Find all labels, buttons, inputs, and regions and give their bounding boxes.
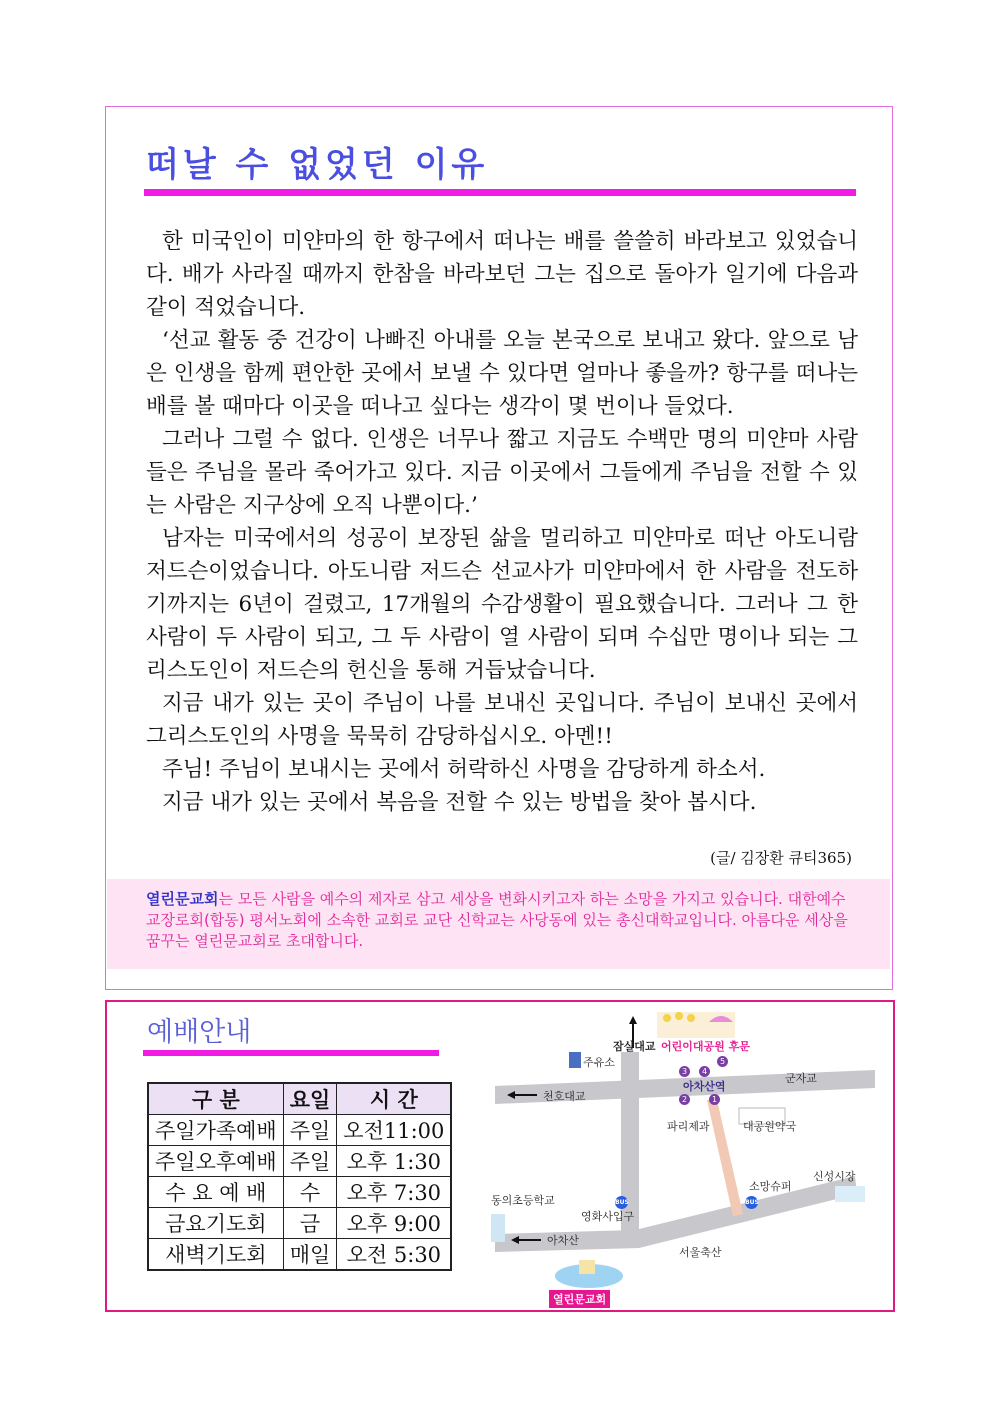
exit-badge: 4 xyxy=(699,1066,710,1077)
article-paragraph: 한 미국인이 미얀마의 한 항구에서 떠나는 배를 쓸쓸히 바라보고 있었습니다. 배가 사라질 때까지 한참을 바라보던 그는 집으로 돌아가 일기에 다음과 같이 적었습니다. xyxy=(146,229,858,320)
gas-station-icon xyxy=(569,1052,581,1068)
worship-heading-underline xyxy=(143,1050,439,1056)
article-paragraph: 지금 내가 있는 곳이 주님이 나를 보내신 곳입니다. 주님이 보내신 곳에서 그리스도인의 사명을 묵묵히 감당하십시오. 아멘!! xyxy=(146,691,858,749)
route-to-church xyxy=(707,1100,743,1216)
table-row xyxy=(148,1208,451,1239)
label-gas-station: 주유소 xyxy=(583,1056,615,1069)
label-jamsil: 잠실대교 xyxy=(613,1040,656,1053)
bus-stop-icon: BUS xyxy=(745,1196,758,1209)
exit-badge: 3 xyxy=(679,1066,690,1077)
table-row xyxy=(148,1239,451,1271)
article-paragraph: ‘선교 활동 중 건강이 나빠진 아내를 오늘 본국으로 보내고 왔다. 앞으로 남은 인생을 함께 편안한 곳에서 보낼 수 있다면 얼마나 좋을까? 항구를 떠나는 배를 볼 때마다 이곳을 떠나고 싶다는 생각이 몇 번이나 들었다. xyxy=(146,328,858,419)
worship-heading: 예배안내 xyxy=(147,1017,252,1048)
column-header: 시 간 xyxy=(337,1083,452,1115)
label-gunja: 군자교 xyxy=(785,1072,817,1085)
service-name: 수 요 예 배 xyxy=(148,1177,283,1208)
church-note-body: 는 모든 사람을 예수의 제자로 삼고 세상을 변화시키고자 하는 소망을 가지고 있습니다. 대한예수교장로회(합동) 평서노회에 소속한 교회로 교단 신학교는 사당동에 있는 총신대학교입니다. 아름다운 세상을 꿈꾸는 열린문교회로 초대합니다. xyxy=(146,890,848,950)
table-header-row xyxy=(148,1083,451,1115)
arrow-north-head xyxy=(629,1016,637,1024)
service-day: 매일 xyxy=(283,1239,337,1271)
bus-stop-icon: BUS xyxy=(615,1196,628,1209)
service-time: 오전11:00 xyxy=(337,1115,452,1146)
church-note-text xyxy=(146,889,856,952)
church-note xyxy=(107,879,890,969)
service-day: 주일 xyxy=(283,1146,337,1177)
label-somang-super: 소망슈퍼 xyxy=(749,1180,792,1193)
label-pharmacy: 대공원약국 xyxy=(743,1120,797,1133)
label-sinseong-market: 신성시장 xyxy=(813,1170,856,1183)
service-day: 금 xyxy=(283,1208,337,1239)
exit-badge: 1 xyxy=(709,1094,720,1105)
article-credit: (글/ 김장환 큐티365) xyxy=(710,849,852,867)
location-map xyxy=(485,1008,885,1308)
article-title: 떠날 수 없었던 이유 xyxy=(146,145,489,185)
exit-badge: 2 xyxy=(679,1094,690,1105)
article-paragraph: 주님! 주님이 보내시는 곳에서 허락하신 사명을 감당하게 하소서. xyxy=(162,757,766,782)
service-name: 금요기도회 xyxy=(148,1208,283,1239)
service-day: 수 xyxy=(283,1177,337,1208)
article-paragraph: 남자는 미국에서의 성공이 보장된 삶을 멀리하고 미얀마로 떠난 아도니람 저드슨이었습니다. 아도니람 저드슨 선교사가 미얀마에서 한 사람을 전도하기까지는 6년이 걸렸고, 17개월의 수감생활이 필요했습니다. 그러나 그 한 사람이 두 사람이 되고, 그 두 사람이 열 사람이 되며 수십만 명이나 되는 그리스도인이 저드슨의 헌신을 통해 거듭났습니다. xyxy=(146,526,858,683)
table-row xyxy=(148,1146,451,1177)
article-paragraph: 지금 내가 있는 곳에서 복음을 전할 수 있는 방법을 찾아 봅시다. xyxy=(162,790,757,815)
article-paragraph: 그러나 그럴 수 없다. 인생은 너무나 짧고 지금도 수백만 명의 미얀마 사람들은 주님을 몰라 죽어가고 있다. 지금 이곳에서 그들에게 주님을 전할 수 있는 사람은 지구상에 오직 나뿐이다.’ xyxy=(146,427,858,518)
column-header: 구 분 xyxy=(148,1083,283,1115)
article-body xyxy=(146,225,858,819)
service-name: 주일가족예배 xyxy=(148,1115,283,1146)
label-seoul-meat: 서울축산 xyxy=(679,1246,722,1259)
article-box xyxy=(105,106,893,990)
label-dongui-school: 동의초등학교 xyxy=(491,1194,555,1207)
service-name: 새벽기도회 xyxy=(148,1239,283,1271)
table-row xyxy=(148,1115,451,1146)
service-name: 주일오후예배 xyxy=(148,1146,283,1177)
label-yeonghwa: 영화사입구 xyxy=(581,1210,635,1223)
column-header: 요일 xyxy=(283,1083,337,1115)
title-underline xyxy=(144,189,856,196)
service-time: 오후 1:30 xyxy=(337,1146,452,1177)
service-day: 주일 xyxy=(283,1115,337,1146)
worship-box xyxy=(105,1000,895,1312)
label-achasan-station: 아차산역 xyxy=(683,1080,726,1093)
label-church: 열린문교회 xyxy=(549,1290,610,1308)
service-time: 오후 7:30 xyxy=(337,1177,452,1208)
label-achasan: 아차산 xyxy=(547,1234,579,1247)
label-paris-bakery: 파리제과 xyxy=(667,1120,710,1133)
service-time: 오후 9:00 xyxy=(337,1208,452,1239)
church-name: 열린문교회 xyxy=(146,890,219,908)
market-building xyxy=(835,1186,865,1202)
exit-badge: 5 xyxy=(717,1056,728,1067)
service-time: 오전 5:30 xyxy=(337,1239,452,1271)
school-building xyxy=(491,1214,505,1242)
label-park-gate: 어린이대공원 후문 xyxy=(661,1040,750,1053)
label-cheonho: 천호대교 xyxy=(543,1090,586,1103)
table-row xyxy=(148,1177,451,1208)
worship-schedule-table xyxy=(147,1082,452,1271)
